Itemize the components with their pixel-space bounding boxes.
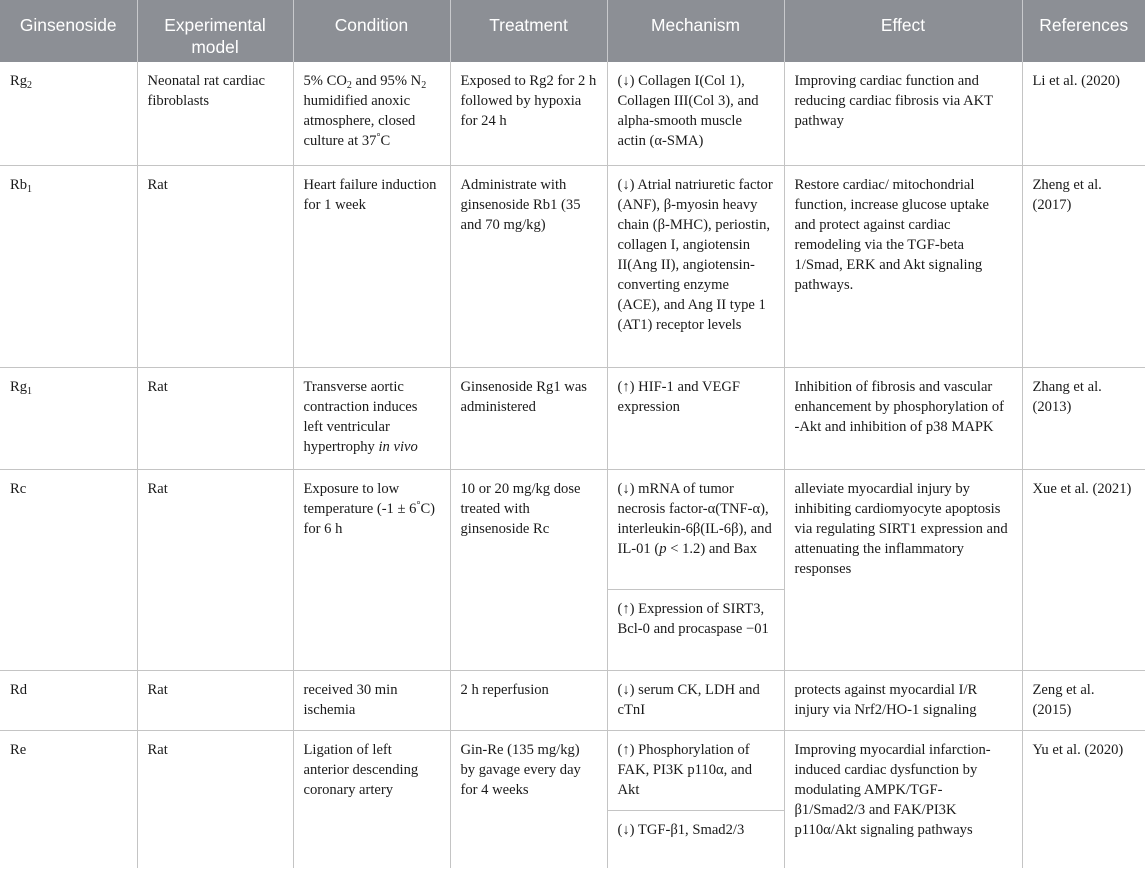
treatment-cell: 10 or 20 mg/kg dose treated with ginsenoside Rc bbox=[450, 469, 607, 670]
model-cell: Rat bbox=[137, 469, 293, 670]
mechanism-entry: (↑) Expression of SIRT3, Bcl-0 and procaspase −01 bbox=[608, 589, 784, 645]
table-row bbox=[0, 165, 1145, 367]
condition-cell: Transverse aortic contraction induces left ventricular hypertrophy in vivo bbox=[293, 367, 450, 469]
mechanism-entry: (↓) TGF-β1, Smad2/3 bbox=[608, 810, 784, 846]
treatment-cell: Gin-Re (135 mg/kg) by gavage every day for 4 weeks bbox=[450, 730, 607, 868]
model-cell: Neonatal rat cardiac fibroblasts bbox=[137, 62, 293, 165]
header-treatment: Treatment bbox=[450, 0, 607, 62]
header-effect: Effect bbox=[784, 0, 1022, 62]
treatment-cell: Exposed to Rg2 for 2 h followed by hypoxia for 24 h bbox=[450, 62, 607, 165]
effect-cell: Restore cardiac/ mitochondrial function, increase glucose uptake and protect against cardiac remodeling via the TGF-beta 1/Smad, ERK and Akt signaling pathways. bbox=[784, 165, 1022, 367]
mechanism-cell: (↓) serum CK, LDH and cTnI bbox=[607, 670, 784, 730]
model-cell: Rat bbox=[137, 367, 293, 469]
reference-cell: Zhang et al. (2013) bbox=[1022, 367, 1145, 469]
header-ginsenoside: Ginsenoside bbox=[0, 0, 137, 62]
ginsenoside-cell: Rd bbox=[0, 670, 137, 730]
mechanism-entry: (↑) Phosphorylation of FAK, PI3K p110α, and Akt bbox=[617, 741, 753, 798]
mechanism-cell bbox=[607, 730, 784, 868]
condition-cell: received 30 min ischemia bbox=[293, 670, 450, 730]
ginsenoside-cell: $Rb_1$ bbox=[0, 165, 137, 367]
reference-cell: Li et al. (2020) bbox=[1022, 62, 1145, 165]
header-condition: Condition bbox=[293, 0, 450, 62]
header-row bbox=[0, 0, 1145, 62]
mechanism-cell: (↓) Collagen I(Col 1), Collagen III(Col 3), and alpha-smooth muscle actin (α-SMA) bbox=[607, 62, 784, 165]
mechanism-cell: (↓) Atrial natriuretic factor (ANF), β-myosin heavy chain (β-MHC), periostin, collagen I, angiotensin II(Ang II), angiotensin-converting enzyme (ACE), and Ang II type 1 (AT1) receptor levels bbox=[607, 165, 784, 367]
table-row bbox=[0, 367, 1145, 469]
condition-cell: Exposure to low temperature (-1 ± 6°C) for 6 h bbox=[293, 469, 450, 670]
model-cell: Rat bbox=[137, 165, 293, 367]
header-experimental-model: Experimental model bbox=[137, 0, 293, 62]
treatment-cell: Administrate with ginsenoside Rb1 (35 and 70 mg/kg) bbox=[450, 165, 607, 367]
ginsenoside-cell: $Rg_1$ bbox=[0, 367, 137, 469]
effect-cell: protects against myocardial I/R injury via Nrf2/HO-1 signaling bbox=[784, 670, 1022, 730]
table-row bbox=[0, 469, 1145, 670]
effect-cell: Improving cardiac function and reducing cardiac fibrosis via AKT pathway bbox=[784, 62, 1022, 165]
table-row bbox=[0, 670, 1145, 730]
mechanism-cell bbox=[607, 469, 784, 670]
ginsenoside-cell: Rc bbox=[0, 469, 137, 670]
model-cell: Rat bbox=[137, 730, 293, 868]
treatment-cell: 2 h reperfusion bbox=[450, 670, 607, 730]
condition-cell: 5% $CO_2$ and 95% $N_2$ humidified anoxic atmosphere, closed culture at 37°C bbox=[293, 62, 450, 165]
reference-cell: Xue et al. (2021) bbox=[1022, 469, 1145, 670]
effect-cell: Improving myocardial infarction-induced cardiac dysfunction by modulating AMPK/TGF-β1/Smad2/3 and FAK/PI3K p110α/Akt signaling pathways bbox=[784, 730, 1022, 868]
ginsenoside-cell: Re bbox=[0, 730, 137, 868]
reference-cell: Zheng et al. (2017) bbox=[1022, 165, 1145, 367]
reference-cell: Zeng et al. (2015) bbox=[1022, 670, 1145, 730]
header-mechanism: Mechanism bbox=[607, 0, 784, 62]
condition-cell: Heart failure induction for 1 week bbox=[293, 165, 450, 367]
model-cell: Rat bbox=[137, 670, 293, 730]
reference-cell: Yu et al. (2020) bbox=[1032, 741, 1124, 758]
treatment-cell: Ginsenoside Rg1 was administered bbox=[450, 367, 607, 469]
mechanism-entry: (↓) mRNA of tumor necrosis factor-α(TNF-α), interleukin-6β(IL-6β), and IL-01 (p < 1.2) and Bax bbox=[617, 480, 772, 557]
condition-cell: Ligation of left anterior descending coronary artery bbox=[293, 730, 450, 868]
table-row bbox=[0, 62, 1145, 165]
effect-cell: alleviate myocardial injury by inhibiting cardiomyocyte apoptosis via regulating SIRT1 expression and attenuating the inflammatory responses bbox=[784, 469, 1022, 670]
mechanism-cell: (↑) HIF-1 and VEGF expression bbox=[607, 367, 784, 469]
effect-cell: Inhibition of fibrosis and vascular enhancement by phosphorylation of -Akt and inhibition of p38 MAPK bbox=[784, 367, 1022, 469]
ginsenoside-cell: $Rg_2$ bbox=[0, 62, 137, 165]
table-row bbox=[0, 730, 1145, 868]
header-references: References bbox=[1022, 0, 1145, 62]
